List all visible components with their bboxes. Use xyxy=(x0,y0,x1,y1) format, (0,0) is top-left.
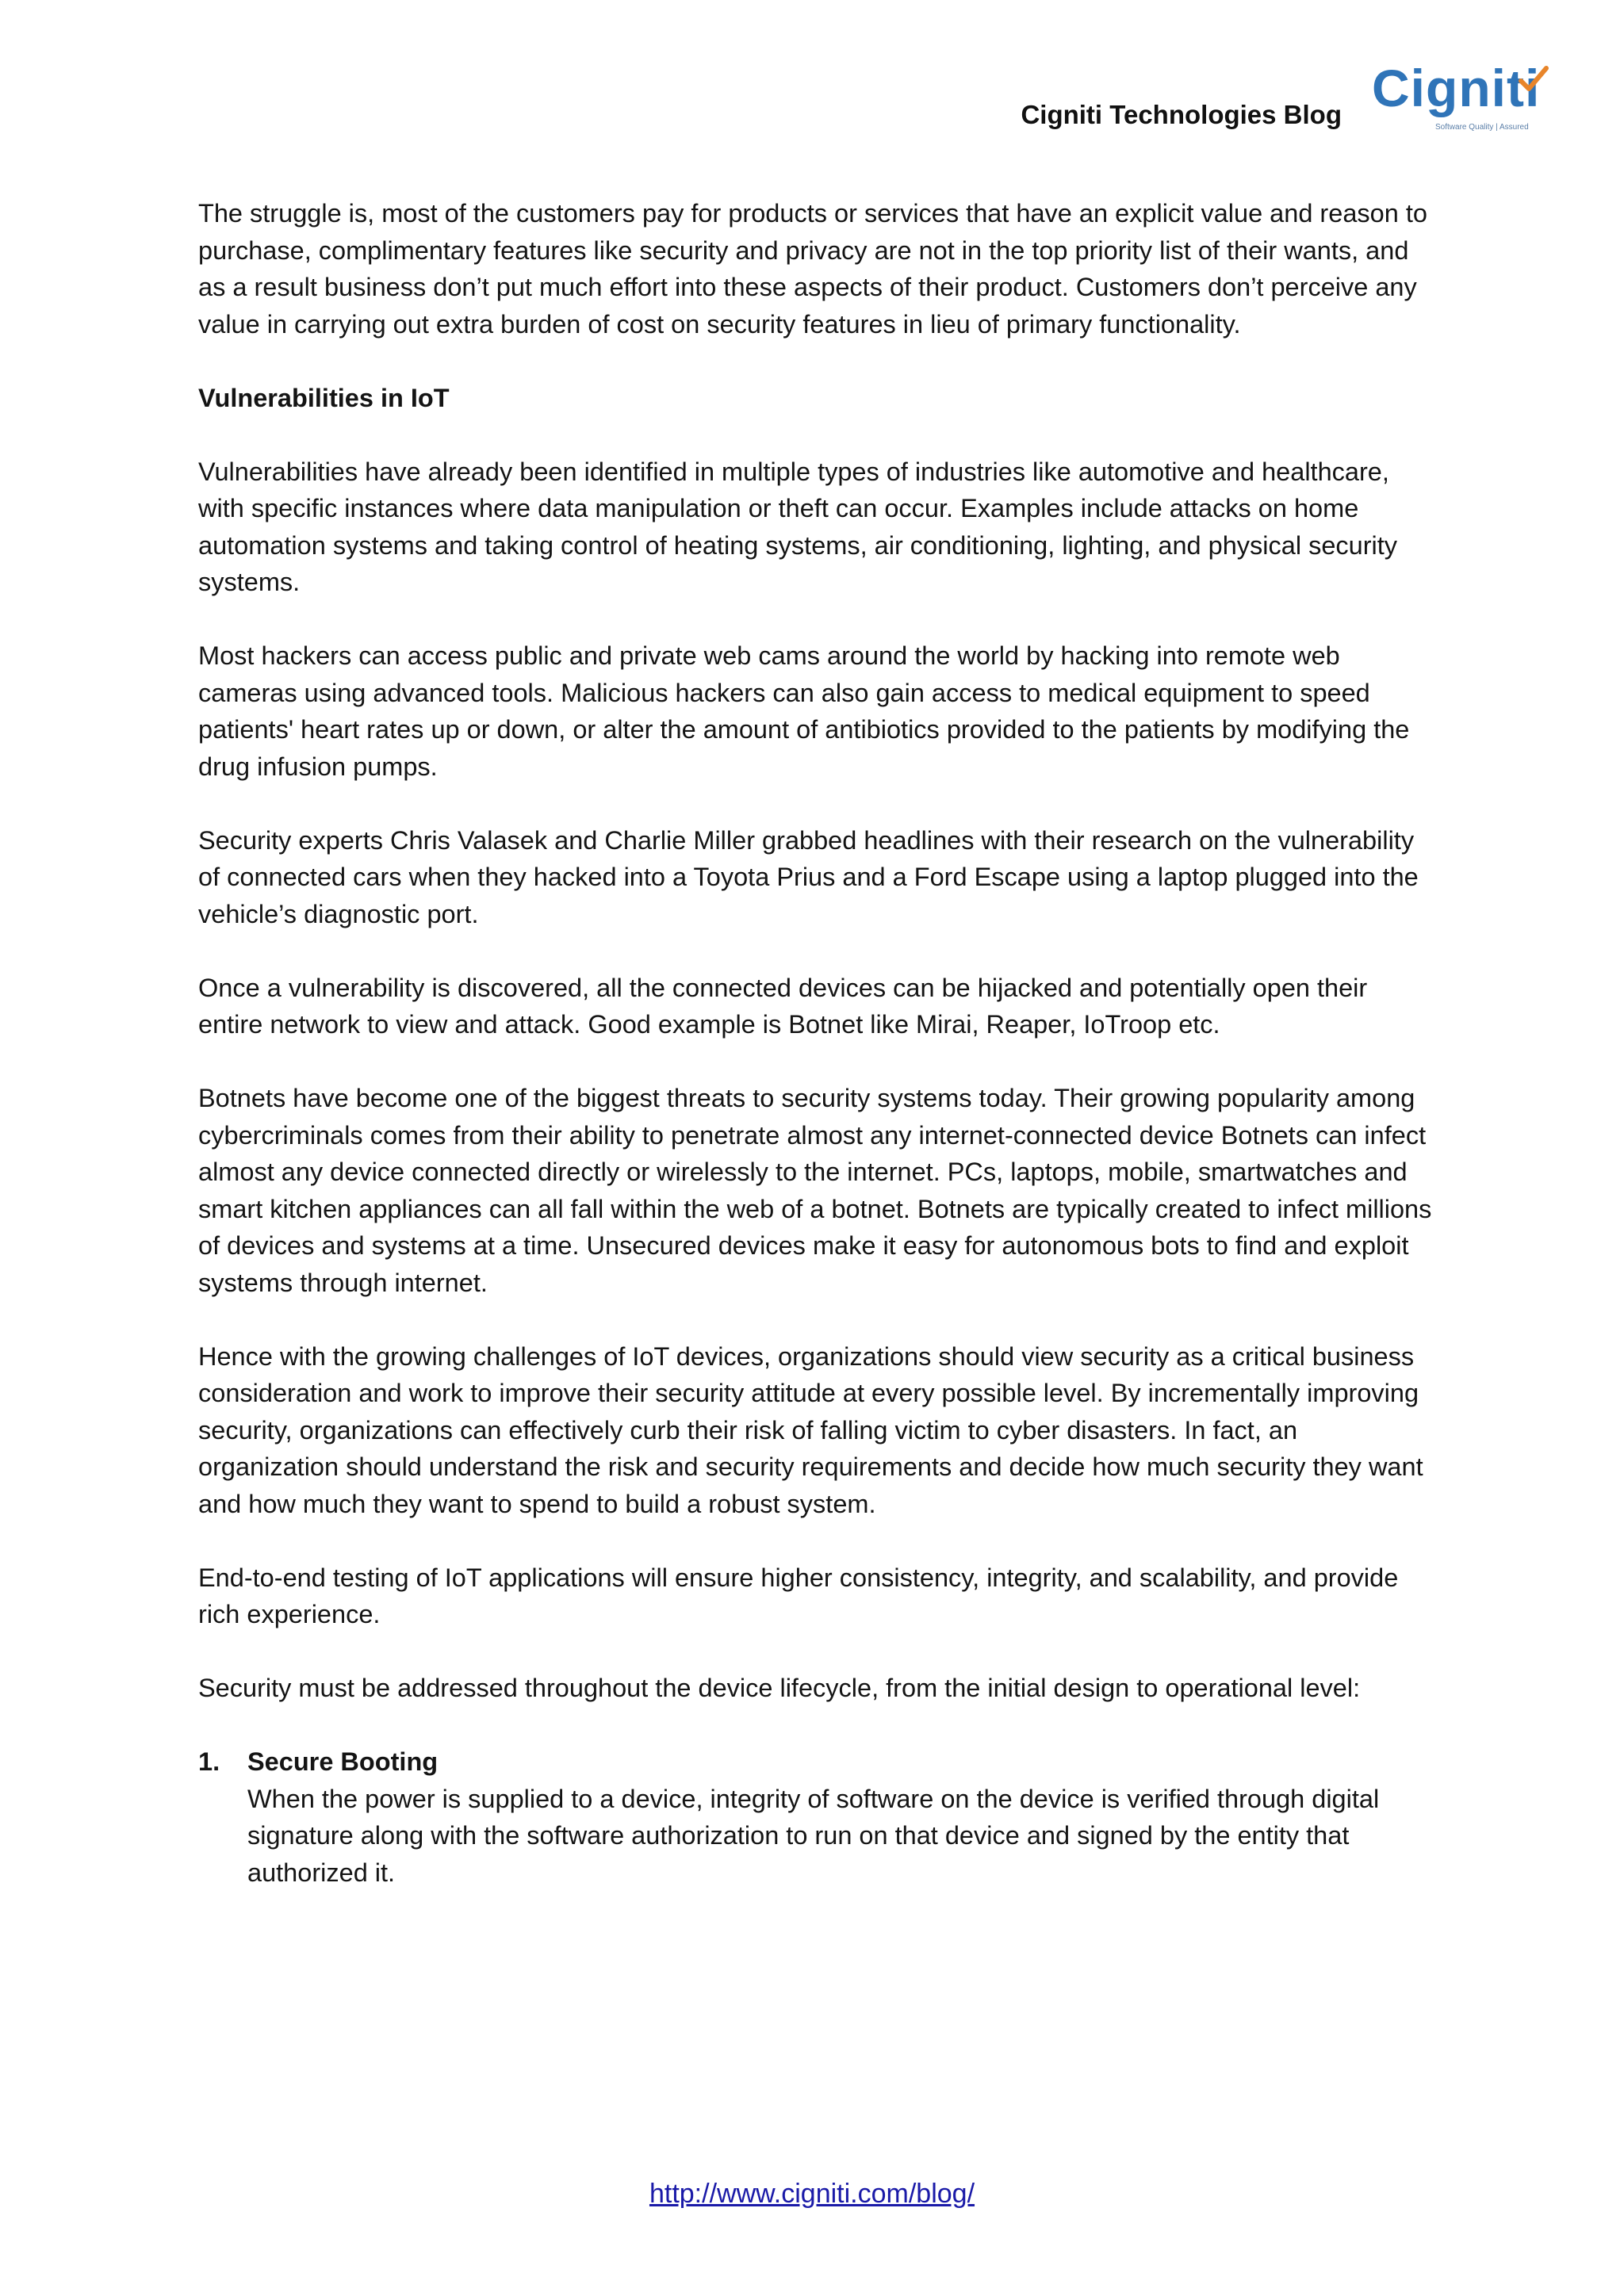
list-item-title: Secure Booting xyxy=(247,1747,439,1776)
logo-tagline: Software Quality | Assured xyxy=(1435,123,1529,132)
paragraph-3: Security experts Chris Valasek and Charlie Miller grabbed headlines with their research on the vulnerability of connected cars when they hacked into a Toyota Prius and a Ford Escape using a laptop plugged into the vehicle’s diagnostic port. xyxy=(198,825,1419,928)
paragraph-6: Hence with the growing challenges of IoT devices, organizations should view security as a critical business consideration and work to improve their security attitude at every possible level. By incrementally improving security, organizations can effectively curb their risk of falling victim to cyber disasters. In fact, an organization should understand the risk and security requirements and decide how much security they want and how much they want to spend to build a robust system. xyxy=(198,1341,1423,1518)
page-header xyxy=(0,0,1624,182)
list-item xyxy=(198,1743,1435,1891)
paragraph-5: Botnets have become one of the biggest threats to security systems today. Their growing popularity among cybercriminals comes from their ability to penetrate almost any internet-connected device Botnets can infect almost any device connected directly or wirelessly to the internet. PCs, laptops, mobile, smartwatches and smart kitchen appliances can all fall within the web of a botnet. Botnets are typically created to infect millions of devices and systems at a time. Unsecured devices make it easy for autonomous bots to find and exploit systems through internet. xyxy=(198,1084,1432,1297)
section-heading: Vulnerabilities in IoT xyxy=(198,383,450,412)
blog-link[interactable]: http://www.cigniti.com/blog/ xyxy=(649,2179,975,2209)
cigniti-logo xyxy=(1372,59,1562,141)
list-item-body: When the power is supplied to a device, integrity of software on the device is verified through digital signature along with the software authorization to run on that device and signed by the entity that authorized it. xyxy=(247,1784,1380,1887)
paragraph-2: Most hackers can access public and private web cams around the world by hacking into remote web cameras using advanced tools. Malicious hackers can also gain access to medical equipment to speed patients' heart rates up or down, or alter the amount of antibiotics provided to the patients by modifying the drug infusion pumps. xyxy=(198,641,1410,781)
page-footer xyxy=(0,2179,1624,2210)
paragraph-1: Vulnerabilities have already been identified in multiple types of industries like automotive and healthcare, with specific instances where data manipulation or theft can occur. Examples include attacks on home automation systems and taking control of heating systems, air conditioning, lighting, and physical security systems. xyxy=(198,457,1398,596)
list-number: 1. xyxy=(198,1747,220,1776)
paragraph-8: Security must be addressed throughout the device lifecycle, from the initial design to operational level: xyxy=(198,1674,1361,1702)
logo-wordmark: Cigniti xyxy=(1372,59,1541,117)
logo-tick-icon xyxy=(1518,65,1549,94)
intro-paragraph: The struggle is, most of the customers pay for products or services that have an explicit value and reason to purchase, complimentary features like security and privacy are not in the top priority list of their wants, and as a result business don’t put much effort into these aspects of their product. Customers don’t perceive any value in carrying out extra burden of cost on security features in lieu of primary functionality. xyxy=(198,199,1427,339)
blog-title: Cigniti Technologies Blog xyxy=(1021,100,1342,129)
article-body xyxy=(198,195,1435,1891)
paragraph-4: Once a vulnerability is discovered, all the connected devices can be hijacked and potentially open their entire network to view and attack. Good example is Botnet like Mirai, Reaper, IoTroop etc. xyxy=(198,973,1368,1039)
paragraph-7: End-to-end testing of IoT applications will ensure higher consistency, integrity, and scalability, and provide rich experience. xyxy=(198,1563,1399,1628)
